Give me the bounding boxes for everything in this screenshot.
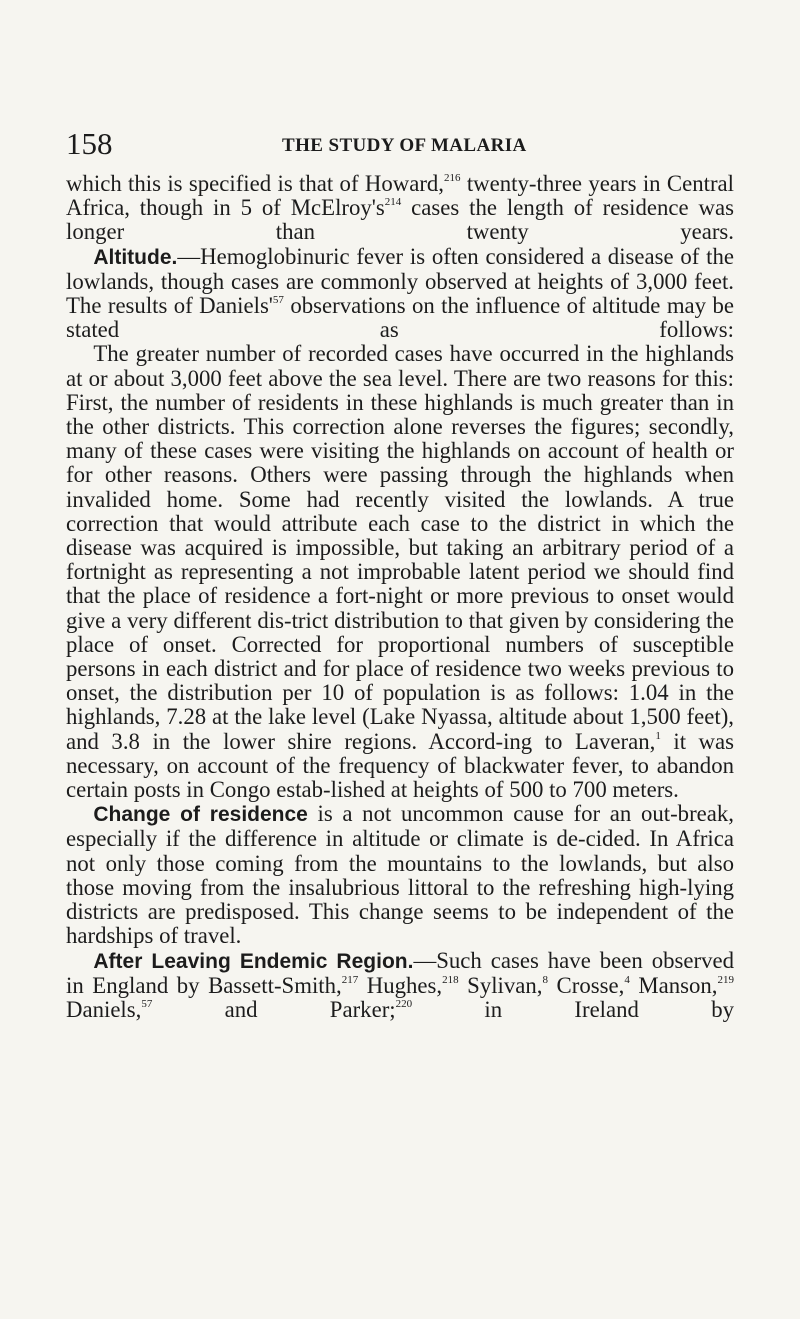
paragraph-residence: which this is specified is that of Howard,$^{216}$ twenty-three years in Central Africa, though in 5 of $McElroy's^{214}$ cases the length of residence was longer than twenty years. [66, 171, 734, 245]
reference-number: 4 [624, 973, 630, 986]
reference-number: 214 [384, 196, 402, 209]
paragraph-after-leaving: After Leaving Endemic Region.—Such cases have been observed in England by Bassett-Smith,$^{217}$ Hughes,$^{218}$ Sylivan,$^8$ Crosse,$^4$ Manson,$^{219}$ Daniels,$^{57}$ and Parker;$^{220}$ in Ireland by [66, 947, 734, 1022]
reference-number: 219 [717, 973, 734, 986]
reference-number: 57 [141, 997, 153, 1010]
reference-number: 8 [542, 973, 549, 986]
reference-number: 1 [655, 729, 661, 742]
section-heading-after-leaving: After Leaving Endemic Region. [93, 949, 414, 973]
body-text [66, 172, 734, 1022]
running-title: THE STUDY OF MALARIA [282, 135, 527, 156]
reference-number: 57 [272, 294, 284, 307]
page-header [66, 126, 734, 162]
reference-number: 216 [444, 172, 461, 184]
section-heading-change-of-residence: Change of residence [93, 803, 308, 827]
paragraph-altitude: Altitude.—Hemoglobinuric fever is often considered a disease of the lowlands, though cases are commonly observed at heights of 3,000 feet. The results of $Daniels'^{57}$ observations on the influence of altitude may be stated as follows: [66, 243, 734, 343]
paragraph-daniels-quote: The greater number of recorded cases have occurred in the highlands at or about 3,000 feet above the sea level. There are two reasons for this: First, the number of residents in these highlands is much greater than in the other districts. This correction alone reverses the figures; secondly, many of these cases were visiting the highlands on account of health or for other reasons. Others were passing through the highlands when invalided home. Some had recently visited the lowlands. A true correction that would attribute each case to the district in which the disease was acquired is impossible, but taking an arbitrary period of a fortnight as representing a not improbable latent period we should find that the place of residence a fort-night or more previous to onset would give a very different dis-trict distribution to that given by considering the place of onset. Corrected for proportional numbers of susceptible persons in each district and for place of residence two weeks previous to onset, the distribution per 10 of population is as follows: 1.04 in the highlands, 7.28 at the lake level (Lake Nyassa, altitude about 1,500 feet), and 3.8 in the lower shire regions. Accord-ing to Laveran,$^1$ it was necessary, on account of the frequency of blackwater fever, to abandon certain posts in Congo estab-lished at heights of 500 to 700 meters. [66, 341, 734, 803]
paragraph-change-of-residence: Change of residence is a not uncommon cause for an out-break, especially if the difference in altitude or climate is de-cided. In Africa not only those coming from the mountains to the lowlands, but also those moving from the insalubrious littoral to the refreshing high-lying districts are predisposed. This change seems to be independent of the hardships of travel. [66, 801, 734, 949]
reference-number: 217 [341, 973, 359, 986]
reference-number: 218 [442, 973, 459, 986]
reference-number: 220 [395, 997, 413, 1010]
page-number: 158 [66, 126, 113, 161]
section-heading-altitude: Altitude. [93, 245, 178, 269]
